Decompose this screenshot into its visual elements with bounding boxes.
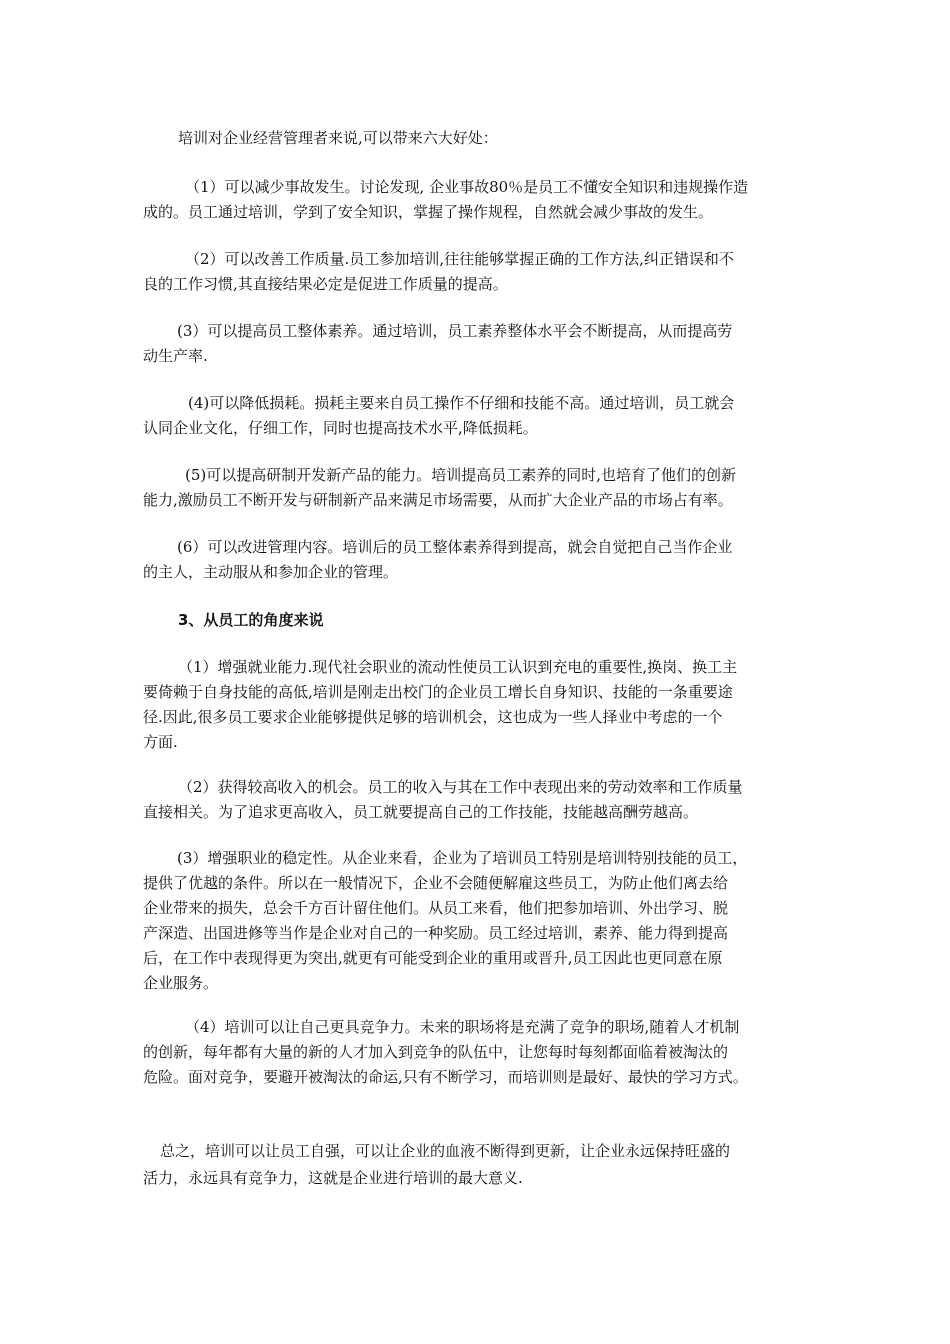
paragraph-line: 培训对企业经营管理者来说,可以带来六大好处：	[178, 129, 498, 147]
paragraph-line: 的主人，主动服从和参加企业的管理。	[143, 563, 399, 581]
paragraph-line: (3）增强职业的稳定性。从企业来看，企业为了培训员工特别是培训特别技能的员工，	[177, 849, 748, 867]
paragraph-line: 产深造、出国进修等当作是企业对自己的一种奖励。员工经过培训，素养、能力得到提高	[143, 924, 729, 942]
paragraph-line: (6）可以改进管理内容。培训后的员工整体素养得到提高，就会自觉把自己当作企业	[177, 538, 733, 556]
benefit-enterprise-5	[143, 463, 823, 513]
section-heading: 3、从员工的角度来说	[178, 611, 324, 629]
paragraph-line: 企业带来的损失，总会千方百计留住他们。从员工来看，他们把参加培训、外出学习、脱	[143, 899, 729, 917]
benefit-employee-4	[143, 1015, 823, 1090]
paragraph-line: 危险。面对竞争，要避开被淘汰的命运,只有不断学习，而培训则是最好、最快的学习方式。	[143, 1068, 748, 1086]
benefit-employee-3	[143, 846, 823, 996]
paragraph-line: （2）获得较高收入的机会。员工的收入与其在工作中表现出来的劳动效率和工作质量	[178, 778, 743, 796]
benefit-enterprise-2	[143, 247, 823, 297]
paragraph-line: 活力，永远具有竞争力，这就是企业进行培训的最大意义.	[143, 1169, 523, 1187]
benefit-enterprise-4	[143, 391, 823, 441]
paragraph-line: （1）增强就业能力.现代社会职业的流动性使员工认识到充电的重要性,换岗、换工主	[178, 658, 738, 676]
paragraph-line: (3）可以提高员工整体素养。通过培训，员工素养整体水平会不断提高，从而提高劳	[177, 322, 733, 340]
benefit-enterprise-1	[143, 175, 823, 225]
paragraph-line: （4）培训可以让自己更具竞争力。未来的职场将是充满了竞争的职场,随着人才机制	[185, 1018, 740, 1036]
paragraph-line: (5)可以提高研制开发新产品的能力。培训提高员工素养的同时,也培育了他们的创新	[185, 466, 737, 484]
conclusion-paragraph	[143, 1138, 823, 1192]
paragraph-line: 认同企业文化，仔细工作，同时也提高技术水平,降低损耗。	[143, 419, 538, 437]
paragraph-line: 企业服务。	[143, 974, 219, 992]
paragraph-line: （2）可以改善工作质量.员工参加培训,往往能够掌握正确的工作方法,纠正错误和不	[185, 250, 734, 268]
paragraph-line: 提供了优越的条件。所以在一般情况下，企业不会随便解雇这些员工，为防止他们离去给	[143, 874, 729, 892]
paragraph-line: 动生产率.	[143, 347, 208, 365]
paragraph-line: 总之，培训可以让员工自强，可以让企业的血液不断得到更新，让企业永远保持旺盛的	[160, 1142, 731, 1160]
intro-paragraph	[178, 126, 858, 151]
benefit-enterprise-3	[143, 319, 823, 369]
paragraph-line: （1）可以减少事故发生。讨论发现, 企业事故80％是员工不懂安全知识和违规操作造	[185, 178, 749, 196]
paragraph-line: 良的工作习惯,其直接结果必定是促进工作质量的提高。	[143, 275, 508, 293]
paragraph-line: 后，在工作中表现得更为突出,就更有可能受到企业的重用或晋升,员工因此也更同意在原	[143, 949, 723, 967]
paragraph-line: (4)可以降低损耗。损耗主要来自员工操作不仔细和技能不高。通过培训，员工就会	[188, 394, 735, 412]
paragraph-line: 要倚赖于自身技能的高低,培训是刚走出校门的企业员工增长自身知识、技能的一条重要途	[143, 683, 733, 701]
paragraph-line: 能力,激励员工不断开发与研制新产品来满足市场需要，从而扩大企业产品的市场占有率。	[143, 491, 733, 509]
paragraph-line: 径.因此,很多员工要求企业能够提供足够的培训机会，这也成为一些人择业中考虑的一个	[143, 708, 723, 726]
paragraph-line: 的创新，每年都有大量的新的人才加入到竞争的队伍中，让您每时每刻都面临着被淘汰的	[143, 1043, 729, 1061]
benefit-enterprise-6	[143, 535, 823, 585]
paragraph-line: 直接相关。为了追求更高收入，员工就要提高自己的工作技能，技能越高酬劳越高。	[143, 803, 699, 821]
benefit-employee-1	[143, 655, 823, 755]
paragraph-line: 方面.	[143, 733, 178, 751]
benefit-employee-2	[143, 775, 823, 825]
paragraph-line: 成的。员工通过培训，学到了安全知识，掌握了操作规程，自然就会减少事故的发生。	[143, 203, 714, 221]
